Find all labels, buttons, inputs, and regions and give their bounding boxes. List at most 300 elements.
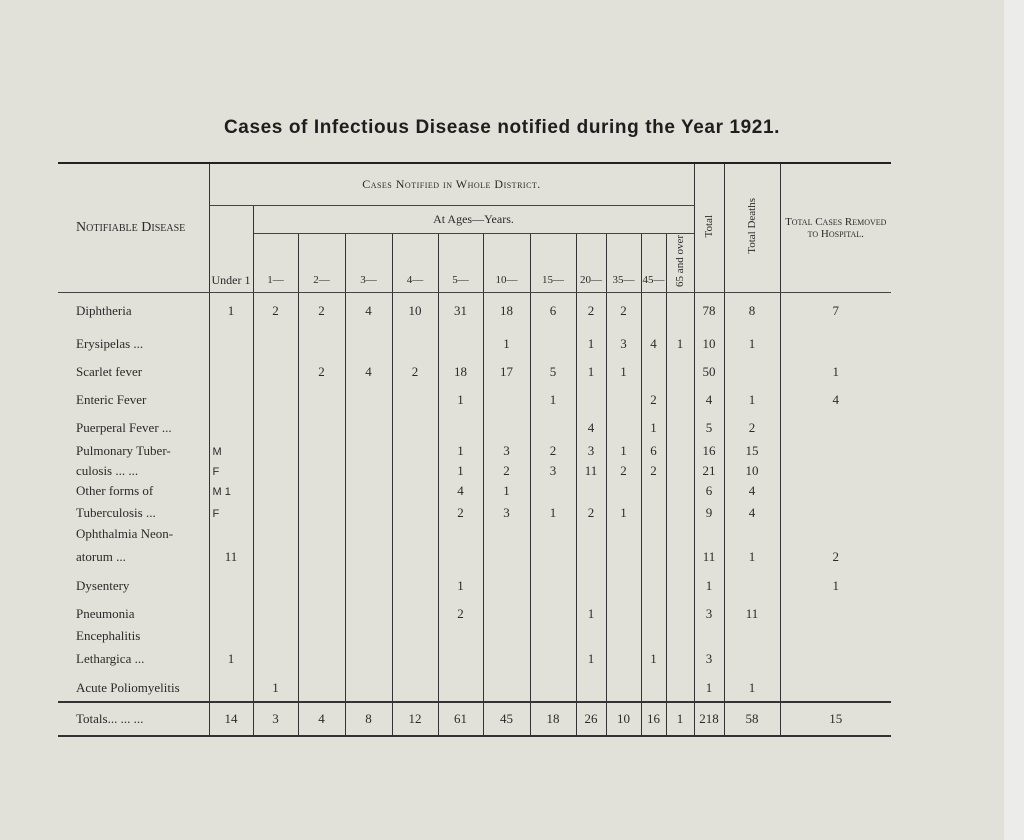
cell-value: 1 bbox=[438, 442, 483, 460]
cell-value bbox=[298, 600, 345, 628]
total-value: 4 bbox=[298, 702, 345, 736]
cell-value bbox=[641, 542, 666, 572]
table-row bbox=[58, 572, 891, 600]
cell-value bbox=[666, 482, 694, 500]
cell-value: 11 bbox=[724, 600, 780, 628]
cell-value: 2 bbox=[641, 386, 666, 414]
cell-value: 10 bbox=[392, 292, 438, 330]
cell-value bbox=[641, 572, 666, 600]
cell-value bbox=[483, 542, 530, 572]
cell-value: 4 bbox=[576, 414, 606, 442]
cell-value bbox=[209, 460, 253, 482]
cell-value: 50 bbox=[694, 358, 724, 386]
header-district: Cases Notified in Whole District. bbox=[209, 163, 694, 205]
sex-marker: F bbox=[212, 508, 220, 520]
cell-value: 3 bbox=[530, 460, 576, 482]
cell-value bbox=[606, 600, 641, 628]
cell-value bbox=[253, 628, 298, 644]
cell-value: 1 bbox=[576, 330, 606, 358]
cell-value bbox=[780, 644, 891, 674]
header-total-deaths bbox=[724, 163, 780, 292]
cell-value bbox=[606, 572, 641, 600]
table-row bbox=[58, 600, 891, 628]
cell-value bbox=[641, 600, 666, 628]
cell-value bbox=[392, 330, 438, 358]
cell-value: 1 bbox=[694, 572, 724, 600]
cell-value bbox=[483, 674, 530, 702]
cell-value: 3 bbox=[576, 442, 606, 460]
cell-value bbox=[392, 386, 438, 414]
cell-value bbox=[392, 628, 438, 644]
cell-value bbox=[530, 482, 576, 500]
cell-value: 1 bbox=[530, 386, 576, 414]
header-ages-group: At Ages—Years. bbox=[253, 205, 694, 233]
cell-value bbox=[641, 674, 666, 702]
cell-value: 1 bbox=[780, 572, 891, 600]
cell-value bbox=[576, 542, 606, 572]
cell-value bbox=[724, 526, 780, 542]
cell-value bbox=[209, 482, 253, 500]
cell-value bbox=[641, 628, 666, 644]
cell-value: 1 bbox=[724, 674, 780, 702]
cell-value bbox=[483, 644, 530, 674]
table-row bbox=[58, 330, 891, 358]
disease-name: Puerperal Fever ... bbox=[58, 414, 209, 442]
cell-value bbox=[606, 628, 641, 644]
disease-name: culosis ... ... bbox=[58, 460, 209, 482]
cell-value: 10 bbox=[724, 460, 780, 482]
cell-value: 18 bbox=[483, 292, 530, 330]
cell-value bbox=[345, 442, 392, 460]
cell-value bbox=[641, 292, 666, 330]
cell-value: 1 bbox=[641, 644, 666, 674]
cell-value bbox=[530, 330, 576, 358]
cell-value: 3 bbox=[694, 600, 724, 628]
cell-value: 1 bbox=[724, 330, 780, 358]
cell-value bbox=[724, 358, 780, 386]
cell-value: 7 bbox=[780, 292, 891, 330]
header-age-5: 10— bbox=[483, 233, 530, 292]
cell-value bbox=[666, 442, 694, 460]
cell-value: 2 bbox=[606, 460, 641, 482]
cell-value bbox=[576, 628, 606, 644]
cell-value: 2 bbox=[438, 600, 483, 628]
header-over65-text: 65 and over bbox=[674, 234, 686, 287]
table-row bbox=[58, 442, 891, 460]
cell-value bbox=[392, 460, 438, 482]
cell-value bbox=[298, 414, 345, 442]
cell-value bbox=[438, 414, 483, 442]
cell-value bbox=[209, 526, 253, 542]
cell-value: 6 bbox=[530, 292, 576, 330]
cell-value bbox=[392, 572, 438, 600]
cell-value bbox=[606, 526, 641, 542]
cell-value: 31 bbox=[438, 292, 483, 330]
cell-value: 3 bbox=[483, 442, 530, 460]
cell-value bbox=[392, 674, 438, 702]
cell-value bbox=[253, 572, 298, 600]
table-row bbox=[58, 358, 891, 386]
cell-value bbox=[780, 674, 891, 702]
cell-value: 3 bbox=[694, 644, 724, 674]
cell-value bbox=[438, 644, 483, 674]
cell-value bbox=[345, 330, 392, 358]
cell-value bbox=[666, 674, 694, 702]
cell-value: 1 bbox=[483, 482, 530, 500]
disease-name: Lethargica ... bbox=[58, 644, 209, 674]
cell-value: 2 bbox=[724, 414, 780, 442]
cell-value bbox=[253, 600, 298, 628]
disease-table bbox=[58, 162, 891, 737]
total-value: 8 bbox=[345, 702, 392, 736]
cell-value bbox=[666, 644, 694, 674]
cell-value bbox=[209, 330, 253, 358]
total-value: 14 bbox=[209, 702, 253, 736]
disease-name: Diphtheria bbox=[58, 292, 209, 330]
header-under1: Under 1 bbox=[209, 205, 253, 292]
cell-value bbox=[780, 628, 891, 644]
cell-value: 4 bbox=[345, 292, 392, 330]
cell-value: 2 bbox=[298, 292, 345, 330]
cell-value bbox=[209, 572, 253, 600]
cell-value bbox=[530, 628, 576, 644]
cell-value: 4 bbox=[694, 386, 724, 414]
total-value: 18 bbox=[530, 702, 576, 736]
cell-value bbox=[666, 500, 694, 526]
cell-value bbox=[606, 542, 641, 572]
cell-value bbox=[780, 442, 891, 460]
disease-name: Ophthalmia Neon- bbox=[58, 526, 209, 542]
cell-value bbox=[438, 542, 483, 572]
table-row bbox=[58, 542, 891, 572]
cell-value: 11 bbox=[209, 542, 253, 572]
disease-name: Enteric Fever bbox=[58, 386, 209, 414]
cell-value: 18 bbox=[438, 358, 483, 386]
cell-value bbox=[298, 542, 345, 572]
sex-marker: F bbox=[212, 466, 220, 478]
table-row bbox=[58, 460, 891, 482]
cell-value: 1 bbox=[483, 330, 530, 358]
cell-value bbox=[298, 460, 345, 482]
disease-name: Tuberculosis ... bbox=[58, 500, 209, 526]
total-value: 58 bbox=[724, 702, 780, 736]
cell-value: 1 bbox=[438, 572, 483, 600]
header-over65 bbox=[666, 233, 694, 292]
cell-value bbox=[666, 414, 694, 442]
header-age-4: 5— bbox=[438, 233, 483, 292]
cell-value bbox=[483, 600, 530, 628]
cell-value bbox=[253, 442, 298, 460]
cell-value bbox=[209, 358, 253, 386]
cell-value bbox=[253, 330, 298, 358]
cell-value bbox=[392, 414, 438, 442]
totals-row bbox=[58, 702, 891, 736]
cell-value bbox=[253, 358, 298, 386]
page-edge bbox=[1004, 0, 1024, 840]
cell-value bbox=[724, 628, 780, 644]
cell-value: 1 bbox=[724, 542, 780, 572]
cell-value: 10 bbox=[694, 330, 724, 358]
cell-value bbox=[298, 386, 345, 414]
cell-value: 3 bbox=[606, 330, 641, 358]
cell-value: 11 bbox=[576, 460, 606, 482]
total-value: 45 bbox=[483, 702, 530, 736]
cell-value bbox=[438, 628, 483, 644]
disease-name: Other forms of bbox=[58, 482, 209, 500]
cell-value bbox=[666, 358, 694, 386]
page-title: Cases of Infectious Disease notified during the Year 1921. bbox=[223, 117, 781, 138]
cell-value bbox=[345, 500, 392, 526]
cell-value: 1 bbox=[576, 600, 606, 628]
total-value: 3 bbox=[253, 702, 298, 736]
cell-value bbox=[298, 442, 345, 460]
cell-value bbox=[780, 526, 891, 542]
cell-value: 2 bbox=[576, 292, 606, 330]
cell-value bbox=[298, 644, 345, 674]
cell-value: 1 bbox=[641, 414, 666, 442]
cell-value bbox=[530, 644, 576, 674]
cell-value: 1 bbox=[438, 386, 483, 414]
cell-value: 1 bbox=[694, 674, 724, 702]
cell-value: 2 bbox=[641, 460, 666, 482]
header-total-text: Total bbox=[703, 214, 715, 237]
cell-value: 4 bbox=[345, 358, 392, 386]
cell-value: 16 bbox=[694, 442, 724, 460]
cell-value bbox=[298, 330, 345, 358]
cell-value bbox=[780, 414, 891, 442]
cell-value bbox=[606, 414, 641, 442]
cell-value bbox=[666, 572, 694, 600]
header-total-deaths-text: Total Deaths bbox=[746, 197, 758, 254]
cell-value bbox=[780, 482, 891, 500]
cell-value: 1 bbox=[253, 674, 298, 702]
cell-value bbox=[530, 572, 576, 600]
totals-label: Totals... ... ... bbox=[58, 702, 209, 736]
cell-value bbox=[606, 674, 641, 702]
table-row bbox=[58, 386, 891, 414]
cell-value: 1 bbox=[606, 358, 641, 386]
cell-value bbox=[298, 572, 345, 600]
cell-value bbox=[483, 572, 530, 600]
cell-value: 1 bbox=[606, 500, 641, 526]
cell-value: 4 bbox=[780, 386, 891, 414]
header-age-2: 3— bbox=[345, 233, 392, 292]
disease-name: Pulmonary Tuber- bbox=[58, 442, 209, 460]
cell-value: 5 bbox=[530, 358, 576, 386]
disease-name: Acute Poliomyelitis bbox=[58, 674, 209, 702]
disease-name: Dysentery bbox=[58, 572, 209, 600]
cell-value: 9 bbox=[694, 500, 724, 526]
cell-value: 1 bbox=[606, 442, 641, 460]
cell-value bbox=[724, 572, 780, 600]
cell-value bbox=[253, 482, 298, 500]
cell-value bbox=[666, 542, 694, 572]
cell-value: 1 bbox=[666, 330, 694, 358]
disease-name: Scarlet fever bbox=[58, 358, 209, 386]
cell-value bbox=[483, 628, 530, 644]
cell-value bbox=[641, 358, 666, 386]
cell-value bbox=[780, 600, 891, 628]
header-age-3: 4— bbox=[392, 233, 438, 292]
sex-marker: M 1 bbox=[212, 486, 231, 498]
cell-value bbox=[641, 500, 666, 526]
header-age-9: 45— bbox=[641, 233, 666, 292]
total-value: 12 bbox=[392, 702, 438, 736]
cell-value: 78 bbox=[694, 292, 724, 330]
cell-value bbox=[209, 386, 253, 414]
cell-value: 2 bbox=[253, 292, 298, 330]
cell-value bbox=[666, 386, 694, 414]
cell-value bbox=[694, 526, 724, 542]
cell-value bbox=[576, 572, 606, 600]
cell-value bbox=[209, 628, 253, 644]
disease-name: atorum ... bbox=[58, 542, 209, 572]
cell-value bbox=[780, 330, 891, 358]
cell-value bbox=[724, 644, 780, 674]
cell-value bbox=[345, 644, 392, 674]
cell-value bbox=[530, 526, 576, 542]
cell-value bbox=[253, 526, 298, 542]
cell-value bbox=[666, 600, 694, 628]
disease-name: Erysipelas ... bbox=[58, 330, 209, 358]
cell-value bbox=[392, 542, 438, 572]
cell-value bbox=[345, 414, 392, 442]
cell-value bbox=[780, 500, 891, 526]
cell-value bbox=[345, 526, 392, 542]
cell-value bbox=[780, 460, 891, 482]
cell-value bbox=[345, 386, 392, 414]
total-value: 61 bbox=[438, 702, 483, 736]
cell-value bbox=[576, 482, 606, 500]
header-age-0: 1— bbox=[253, 233, 298, 292]
total-value: 10 bbox=[606, 702, 641, 736]
cell-value bbox=[209, 674, 253, 702]
header-total bbox=[694, 163, 724, 292]
cell-value bbox=[298, 500, 345, 526]
cell-value: 6 bbox=[694, 482, 724, 500]
cell-value bbox=[298, 628, 345, 644]
cell-value bbox=[530, 600, 576, 628]
table-row bbox=[58, 526, 891, 542]
cell-value bbox=[298, 674, 345, 702]
cell-value bbox=[530, 414, 576, 442]
table-row bbox=[58, 644, 891, 674]
cell-value bbox=[209, 500, 253, 526]
cell-value bbox=[345, 482, 392, 500]
cell-value: 1 bbox=[438, 460, 483, 482]
cell-value: 4 bbox=[438, 482, 483, 500]
cell-value: 5 bbox=[694, 414, 724, 442]
cell-value bbox=[392, 600, 438, 628]
cell-value bbox=[666, 460, 694, 482]
cell-value: 15 bbox=[724, 442, 780, 460]
cell-value bbox=[392, 442, 438, 460]
cell-value: 1 bbox=[576, 358, 606, 386]
cell-value: 3 bbox=[483, 500, 530, 526]
cell-value: 1 bbox=[530, 500, 576, 526]
total-value: 26 bbox=[576, 702, 606, 736]
cell-value bbox=[666, 292, 694, 330]
cell-value: 1 bbox=[576, 644, 606, 674]
cell-value bbox=[345, 542, 392, 572]
cell-value: 8 bbox=[724, 292, 780, 330]
cell-value: 4 bbox=[724, 482, 780, 500]
cell-value: 6 bbox=[641, 442, 666, 460]
cell-value: 2 bbox=[606, 292, 641, 330]
header-disease: Notifiable Disease bbox=[58, 163, 209, 292]
table-row bbox=[58, 414, 891, 442]
cell-value bbox=[606, 386, 641, 414]
cell-value bbox=[345, 600, 392, 628]
cell-value bbox=[641, 526, 666, 542]
cell-value: 17 bbox=[483, 358, 530, 386]
cell-value bbox=[438, 526, 483, 542]
cell-value bbox=[345, 674, 392, 702]
header-age-7: 20— bbox=[576, 233, 606, 292]
total-value: 15 bbox=[780, 702, 891, 736]
cell-value: 4 bbox=[641, 330, 666, 358]
cell-value bbox=[606, 644, 641, 674]
cell-value bbox=[345, 572, 392, 600]
table-row bbox=[58, 674, 891, 702]
cell-value bbox=[641, 482, 666, 500]
cell-value: 2 bbox=[576, 500, 606, 526]
cell-value: 1 bbox=[780, 358, 891, 386]
cell-value bbox=[483, 386, 530, 414]
cell-value: 2 bbox=[780, 542, 891, 572]
cell-value bbox=[392, 644, 438, 674]
cell-value bbox=[483, 414, 530, 442]
cell-value bbox=[576, 526, 606, 542]
cell-value bbox=[298, 526, 345, 542]
cell-value bbox=[253, 386, 298, 414]
sex-marker: M bbox=[212, 446, 222, 458]
header-age-8: 35— bbox=[606, 233, 641, 292]
cell-value bbox=[253, 644, 298, 674]
cell-value bbox=[530, 542, 576, 572]
header-age-6: 15— bbox=[530, 233, 576, 292]
cell-value: 2 bbox=[483, 460, 530, 482]
disease-name: Pneumonia bbox=[58, 600, 209, 628]
table-row bbox=[58, 500, 891, 526]
cell-value bbox=[345, 628, 392, 644]
cell-value bbox=[253, 500, 298, 526]
cell-value bbox=[576, 386, 606, 414]
total-value: 1 bbox=[666, 702, 694, 736]
cell-value bbox=[392, 500, 438, 526]
cell-value: 2 bbox=[298, 358, 345, 386]
cell-value bbox=[530, 674, 576, 702]
cell-value bbox=[253, 414, 298, 442]
cell-value bbox=[298, 482, 345, 500]
cell-value: 2 bbox=[392, 358, 438, 386]
cell-value bbox=[666, 526, 694, 542]
cell-value bbox=[483, 526, 530, 542]
total-value: 16 bbox=[641, 702, 666, 736]
cell-value bbox=[694, 628, 724, 644]
cell-value bbox=[253, 542, 298, 572]
cell-value bbox=[209, 600, 253, 628]
cell-value: 1 bbox=[724, 386, 780, 414]
cell-value: 2 bbox=[438, 500, 483, 526]
cell-value bbox=[606, 482, 641, 500]
cell-value bbox=[438, 330, 483, 358]
cell-value: 4 bbox=[724, 500, 780, 526]
cell-value bbox=[438, 674, 483, 702]
cell-value bbox=[392, 526, 438, 542]
cell-value bbox=[392, 482, 438, 500]
cell-value: 1 bbox=[209, 292, 253, 330]
